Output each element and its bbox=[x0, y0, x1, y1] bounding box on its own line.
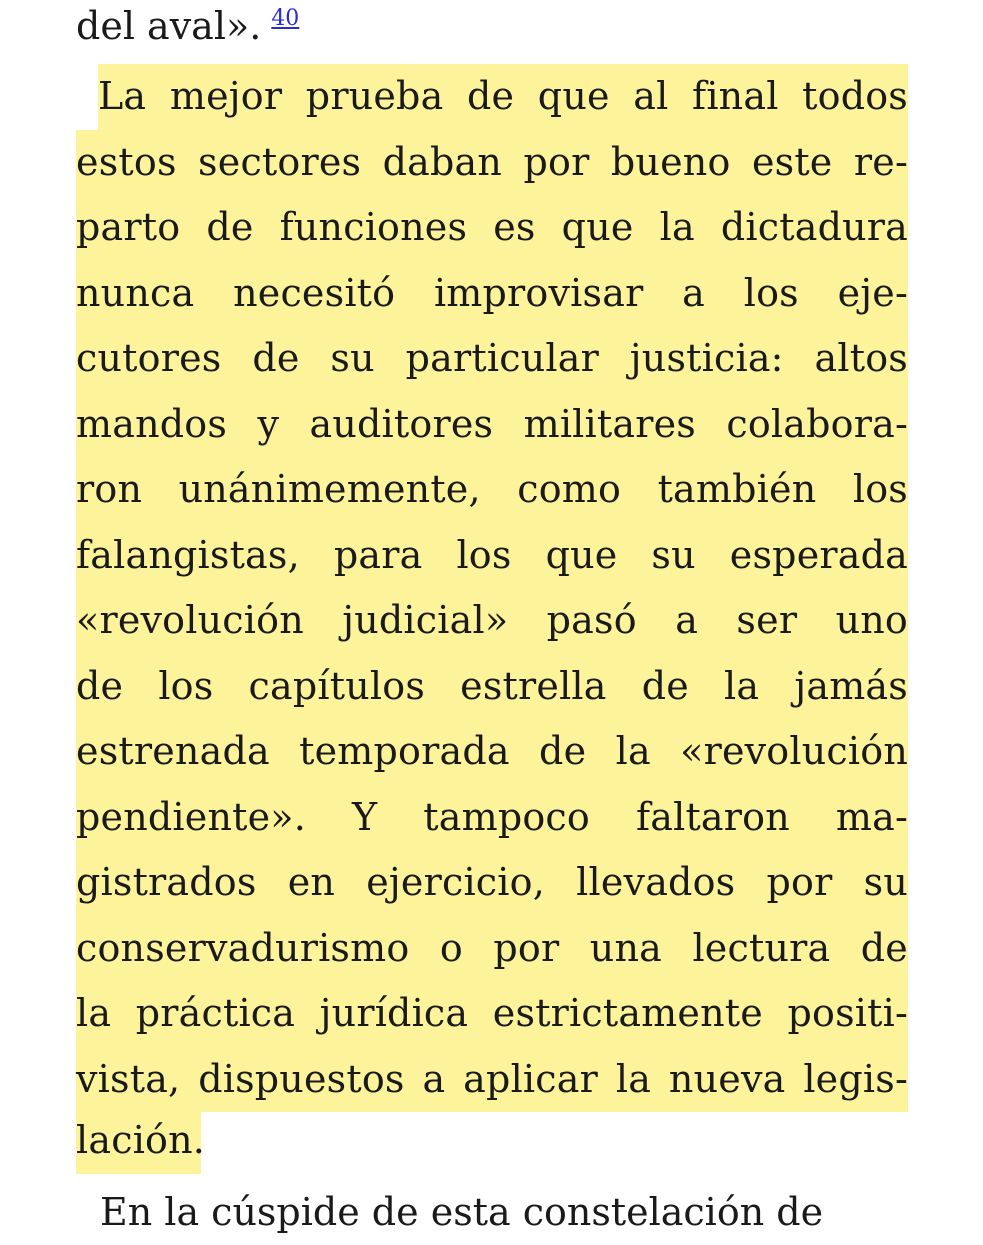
paragraph-line: conservadurismo o por una lectura de bbox=[76, 916, 908, 982]
previous-paragraph-text: del aval». bbox=[76, 4, 262, 48]
paragraph-line: pendiente». Y tampoco faltaron ma- bbox=[76, 785, 908, 851]
paragraph-line: vista, dispuestos a aplicar la nueva legis- bbox=[76, 1047, 908, 1113]
paragraph-line: lación. bbox=[76, 1108, 201, 1174]
paragraph-line: la práctica jurídica estrictamente positi- bbox=[76, 981, 908, 1047]
paragraph-line: cutores de su particular justicia: altos bbox=[76, 326, 908, 392]
paragraph-line: falangistas, para los que su esperada bbox=[76, 523, 908, 589]
paragraph-line: gistrados en ejercicio, llevados por su bbox=[76, 850, 908, 916]
paragraph-line: «revolución judicial» pasó a ser uno bbox=[76, 588, 908, 654]
footnote-link[interactable]: 40 bbox=[271, 6, 300, 31]
paragraph-line: parto de funciones es que la dictadura bbox=[76, 195, 908, 261]
paragraph-line: La mejor prueba de que al final todos bbox=[98, 64, 908, 130]
paragraph-line: ron unánimemente, como también los bbox=[76, 457, 908, 523]
paragraph-line: mandos y auditores militares colabora- bbox=[76, 392, 908, 458]
paragraph-line: nunca necesitó improvisar a los eje- bbox=[76, 261, 908, 327]
previous-paragraph-tail bbox=[76, 0, 299, 51]
paragraph-line: estos sectores daban por bueno este re- bbox=[76, 130, 908, 196]
paragraph-line: de los capítulos estrella de la jamás bbox=[76, 654, 908, 720]
paragraph-line: estrenada temporada de la «revolución bbox=[76, 719, 908, 785]
next-paragraph-partial-line: En la cúspide de esta constelación de bbox=[100, 1190, 824, 1234]
